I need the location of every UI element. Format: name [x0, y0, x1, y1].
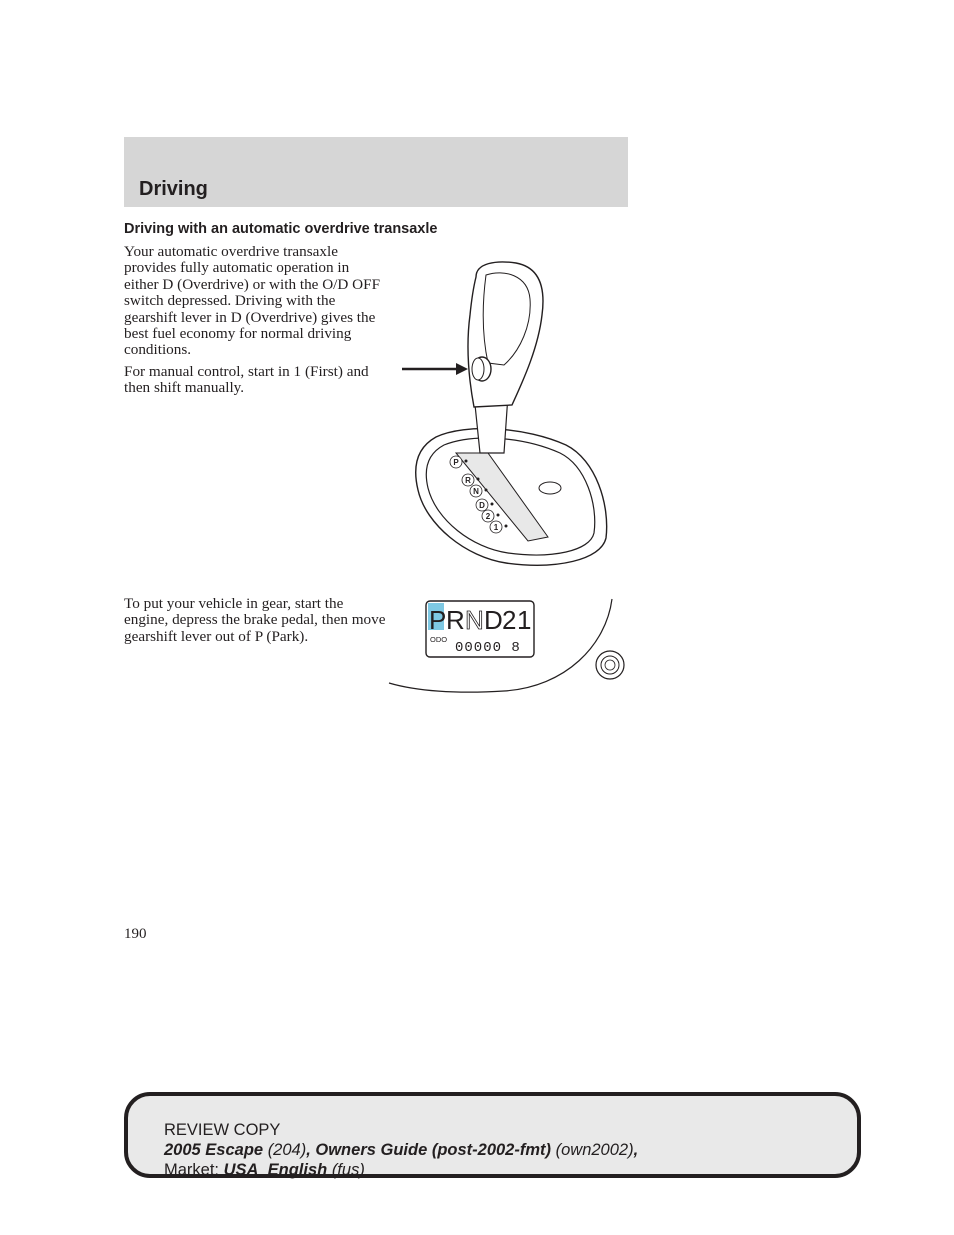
gear-indicator-2: 2: [502, 605, 517, 635]
odo-label: ODO: [430, 635, 448, 644]
footer-model: 2005 Escape: [164, 1141, 264, 1159]
footer-market: USA_English: [223, 1161, 328, 1179]
subheading: Driving with an automatic overdrive transaxle: [124, 221, 438, 237]
footer-market-code: (fus): [331, 1161, 365, 1179]
gearshift-illustration: [396, 255, 612, 570]
gate-label-n: N: [473, 487, 479, 496]
footer-line-3: [164, 1160, 638, 1180]
gear-indicator-n: N: [465, 605, 484, 635]
gear-indicator-selected: P: [429, 605, 447, 635]
footer-guide-code: (own2002): [555, 1141, 634, 1159]
body-text-block: [124, 244, 386, 402]
footer-market-label: Market:: [164, 1161, 220, 1179]
paragraph-overdrive: Your automatic overdrive transaxle provides fully automatic operation in either D (Overdrive) or with the O/D OFF switch depressed. Driving with the gearshift lever in D (Overdrive) gives the best fuel economy for normal driving conditions.: [124, 243, 381, 359]
gear-indicator-r: R: [446, 605, 465, 635]
odo-value: 00000 8: [455, 640, 521, 656]
arrow-head-icon: [456, 363, 468, 375]
paragraph-manual-control: For manual control, start in 1 (First) and then shift manually.: [124, 362, 369, 397]
gear-indicator-d: D: [484, 605, 503, 635]
trip-reset-knob-icon: [596, 651, 624, 679]
footer-text: [164, 1120, 638, 1180]
section-header-band: [124, 137, 628, 207]
review-copy-footer: [124, 1092, 861, 1178]
paragraph-park: To put your vehicle in gear, start the engine, depress the brake pedal, then move gearshift lever out of P (Park).: [124, 595, 386, 645]
gear-indicator-1: 1: [517, 605, 532, 635]
gate-label-2: 2: [485, 512, 491, 521]
section-title: Driving: [139, 178, 208, 200]
gate-label-1: 1: [493, 523, 499, 532]
gate-label-d: D: [479, 501, 485, 510]
cluster-display-illustration: [386, 595, 631, 695]
gate-label-r: R: [465, 476, 471, 485]
footer-guide: Owners Guide (post-2002-fmt): [315, 1141, 552, 1159]
shift-knob: [468, 262, 543, 407]
body-text-block-park: [124, 596, 386, 650]
footer-line-2: 2005 Escape (204), Owners Guide (post-2002-fmt) (own2002),: [164, 1141, 639, 1159]
footer-review-copy: REVIEW COPY: [164, 1121, 281, 1139]
gate-label-p: P: [453, 458, 459, 467]
console-button: [539, 482, 561, 494]
footer-model-code: (204): [267, 1141, 307, 1159]
page-number: 190: [124, 926, 147, 942]
